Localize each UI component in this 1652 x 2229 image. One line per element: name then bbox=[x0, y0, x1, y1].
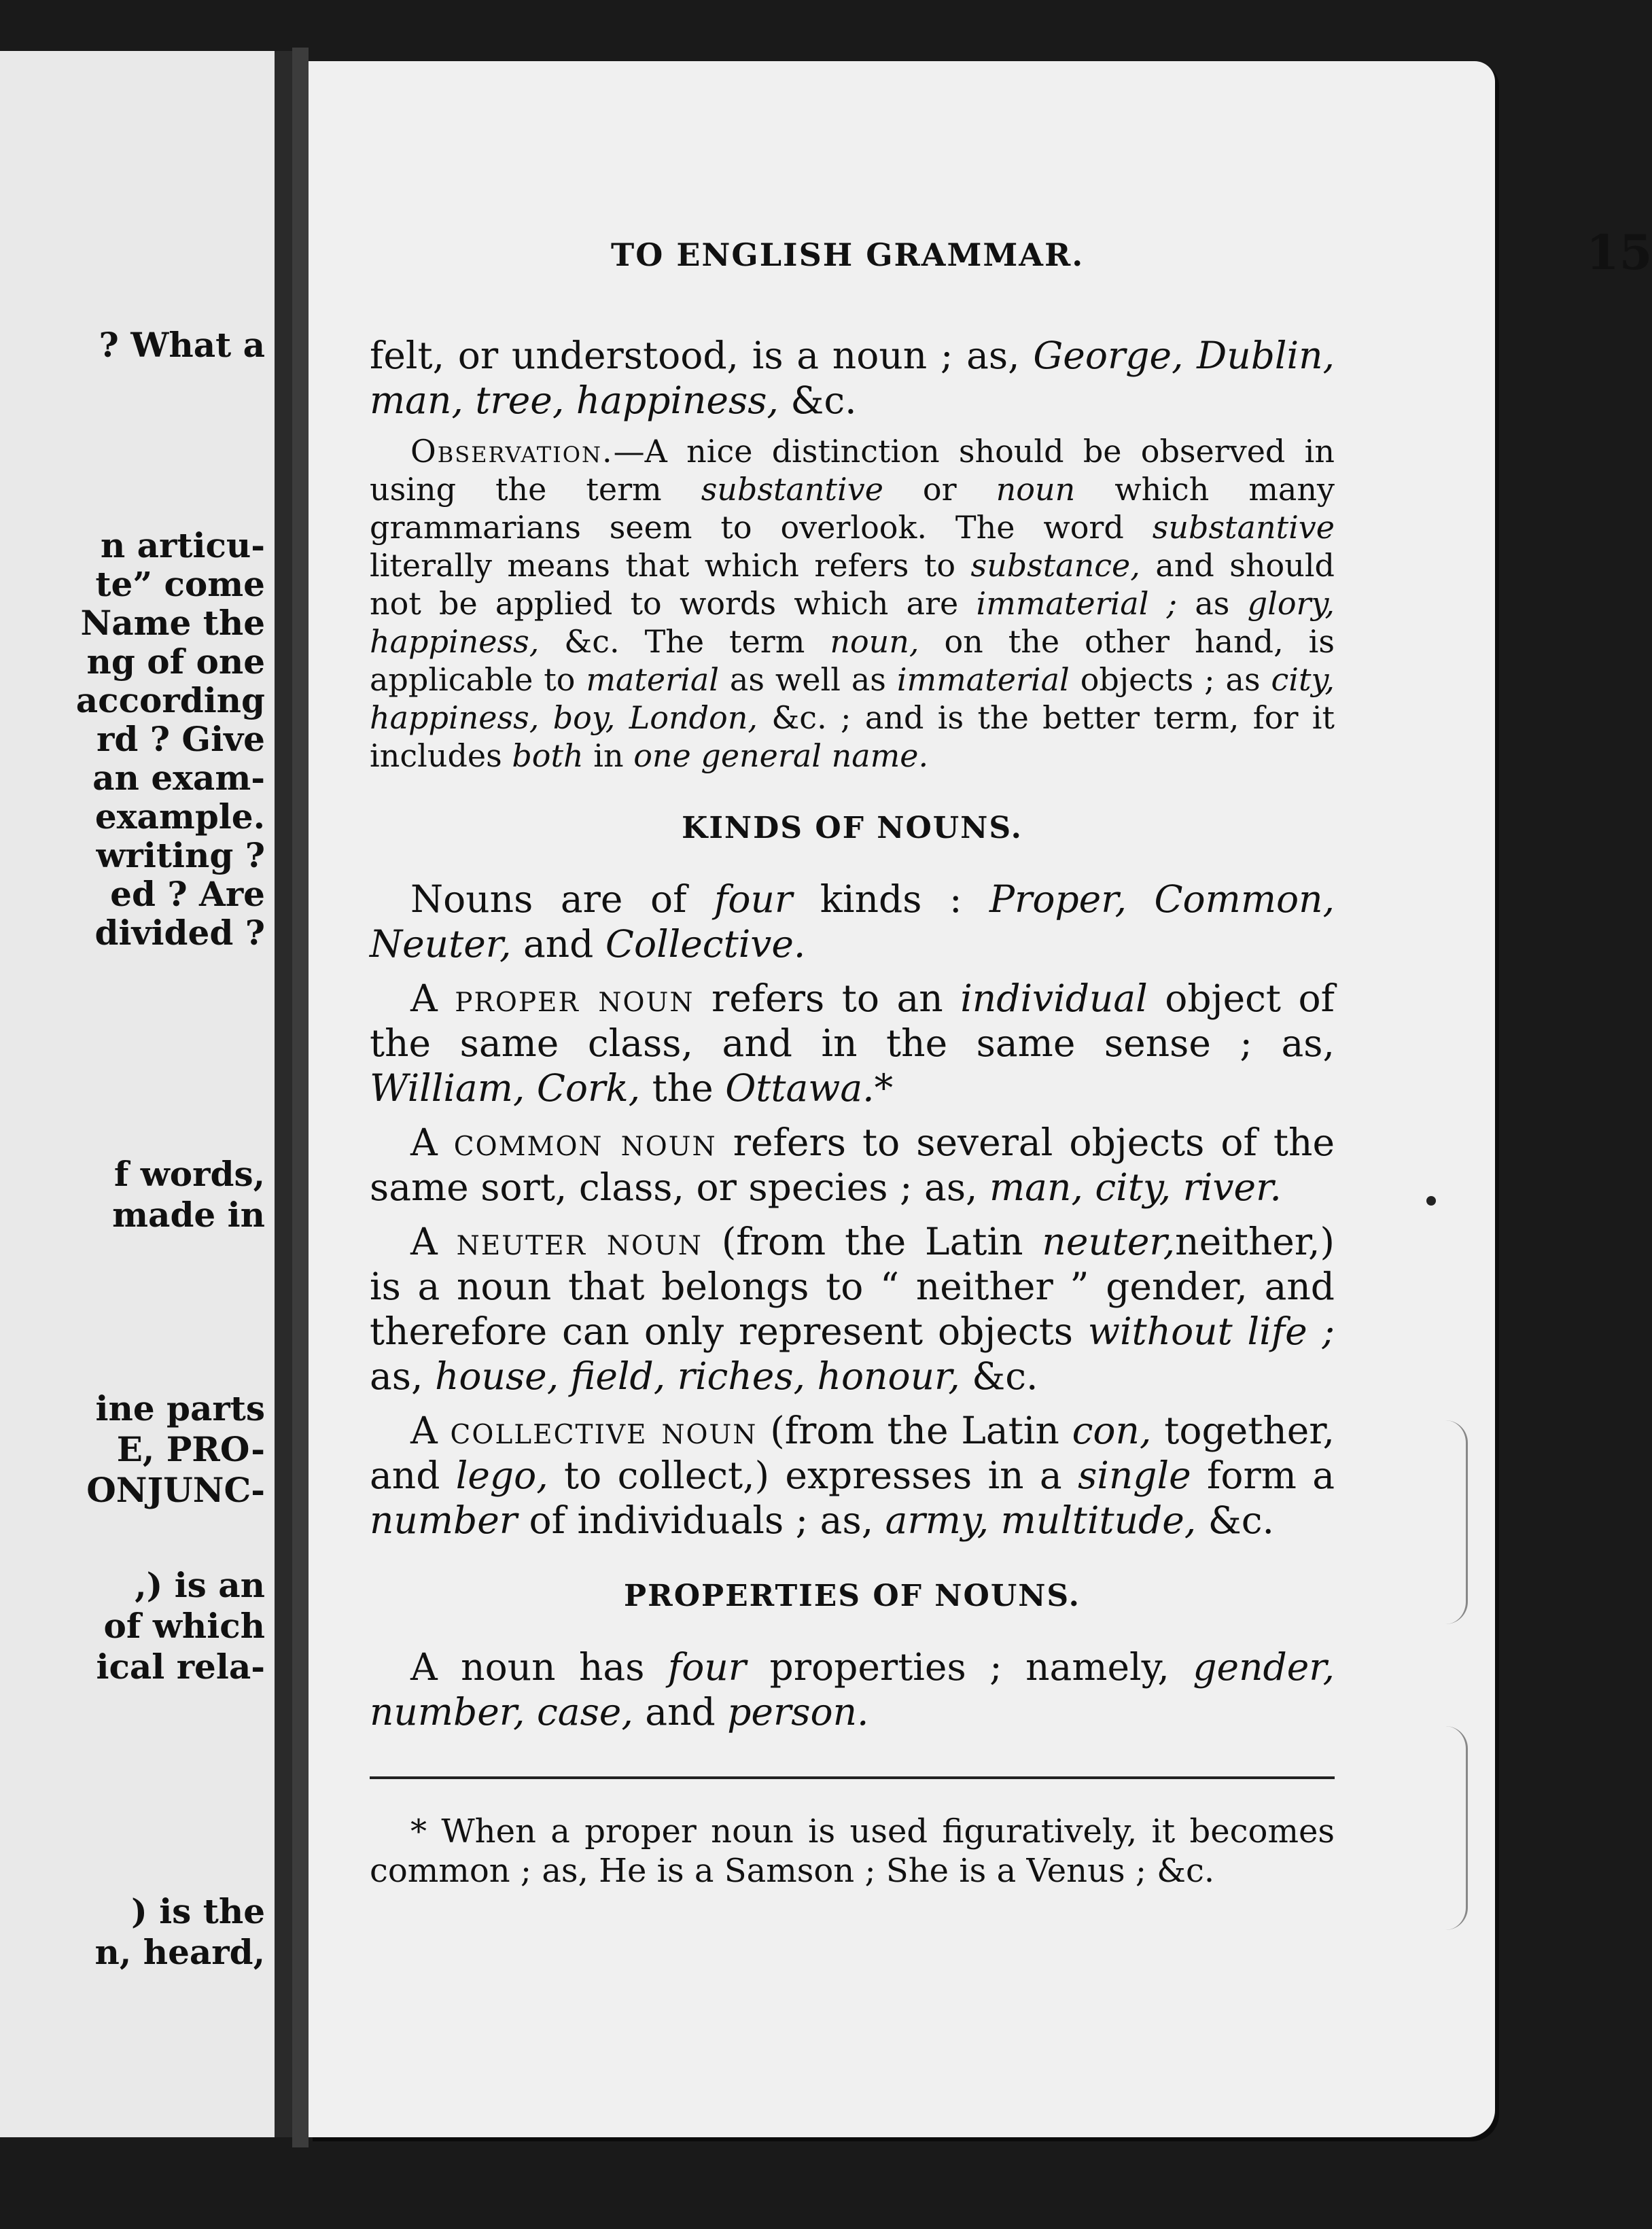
paragraph-kinds: Nouns are of four kinds : Proper, Common, Neuter, and Collective. bbox=[370, 877, 1335, 966]
left-line: n, heard, bbox=[94, 1932, 265, 1972]
left-line: ng of one bbox=[86, 642, 265, 682]
page-body bbox=[370, 333, 1335, 1923]
left-line: of which bbox=[103, 1606, 265, 1646]
left-line: Name the bbox=[80, 603, 265, 643]
left-line: ? What a bbox=[99, 325, 265, 365]
left-line: E, PRO- bbox=[116, 1429, 265, 1469]
pencil-bracket-mark bbox=[1445, 1726, 1468, 1930]
left-line: te” come bbox=[95, 564, 265, 604]
footnote-marker: * bbox=[874, 1066, 894, 1110]
page-number: 15 bbox=[1586, 224, 1652, 281]
left-line: made in bbox=[112, 1195, 265, 1235]
paragraph-neuter-noun: A neuter noun (from the Latin neuter,neither,) is a noun that belongs to “ neither ” gender, and therefore can only represent objects without life ; as, house, field, riches, honour, &c. bbox=[370, 1220, 1335, 1398]
left-line: ,) is an bbox=[135, 1565, 265, 1605]
footnote: * When a proper noun is used figuratively, it becomes common ; as, He is a Samson ; She is a Venus ; &c. bbox=[370, 1812, 1335, 1890]
paragraph-proper-noun: A proper noun refers to an individual object of the same class, and in the same sense ; as, William, Cork, the Ottawa.* bbox=[370, 977, 1335, 1110]
section-heading-kinds: KINDS OF NOUNS. bbox=[682, 811, 1023, 845]
left-line: example. bbox=[94, 796, 265, 837]
left-line: rd ? Give bbox=[96, 719, 265, 759]
pencil-bracket-mark bbox=[1445, 1420, 1468, 1624]
right-page bbox=[309, 61, 1652, 2137]
left-line: according bbox=[75, 680, 265, 720]
left-line: ONJUNC- bbox=[86, 1470, 265, 1510]
left-line: n articu- bbox=[100, 525, 265, 565]
paragraph-collective-noun: A collective noun (from the Latin con, together, and lego, to collect,) expresses in a single form a number of individuals ; as, army, multitude, &c. bbox=[370, 1409, 1335, 1542]
book-spine bbox=[292, 48, 309, 2147]
left-page-edge bbox=[275, 51, 292, 2137]
running-head: TO ENGLISH GRAMMAR. bbox=[611, 236, 1085, 273]
observation-label: Observation. bbox=[410, 433, 614, 470]
paragraph-properties: A noun has four properties ; namely, gender, number, case, and person. bbox=[370, 1645, 1335, 1734]
left-line: ine parts bbox=[95, 1388, 265, 1428]
left-line: ical rela- bbox=[96, 1647, 265, 1687]
ink-spot bbox=[1426, 1196, 1436, 1206]
footnote-rule bbox=[370, 1776, 1335, 1779]
left-page bbox=[0, 51, 292, 2137]
left-line: ) is the bbox=[131, 1891, 265, 1931]
observation-paragraph: Observation.—A nice distinction should be observed in using the term substantive or noun which many grammarians seem to overlook. The word substantive literally means that which refers to substance, and should not be applied to words which are immaterial ; as glory, happiness, &c. The term noun, on the other hand, is applicable to material as well as immaterial objects ; as city, happiness, boy, London, &c. ; and is the better term, for it includes both in one general name. bbox=[370, 433, 1335, 774]
paragraph-common-noun: A common noun refers to several objects of the same sort, class, or species ; as, man, city, river. bbox=[370, 1121, 1335, 1209]
section-heading-properties: PROPERTIES OF NOUNS. bbox=[624, 1579, 1080, 1613]
left-line: f words, bbox=[113, 1154, 265, 1194]
left-line: writing ? bbox=[96, 835, 265, 875]
paragraph-continued: felt, or understood, is a noun ; as, George, Dublin, man, tree, happiness, &c. bbox=[370, 334, 1335, 422]
left-line: divided ? bbox=[94, 913, 265, 953]
left-line: ed ? Are bbox=[110, 874, 265, 914]
left-line: an exam- bbox=[92, 758, 265, 798]
